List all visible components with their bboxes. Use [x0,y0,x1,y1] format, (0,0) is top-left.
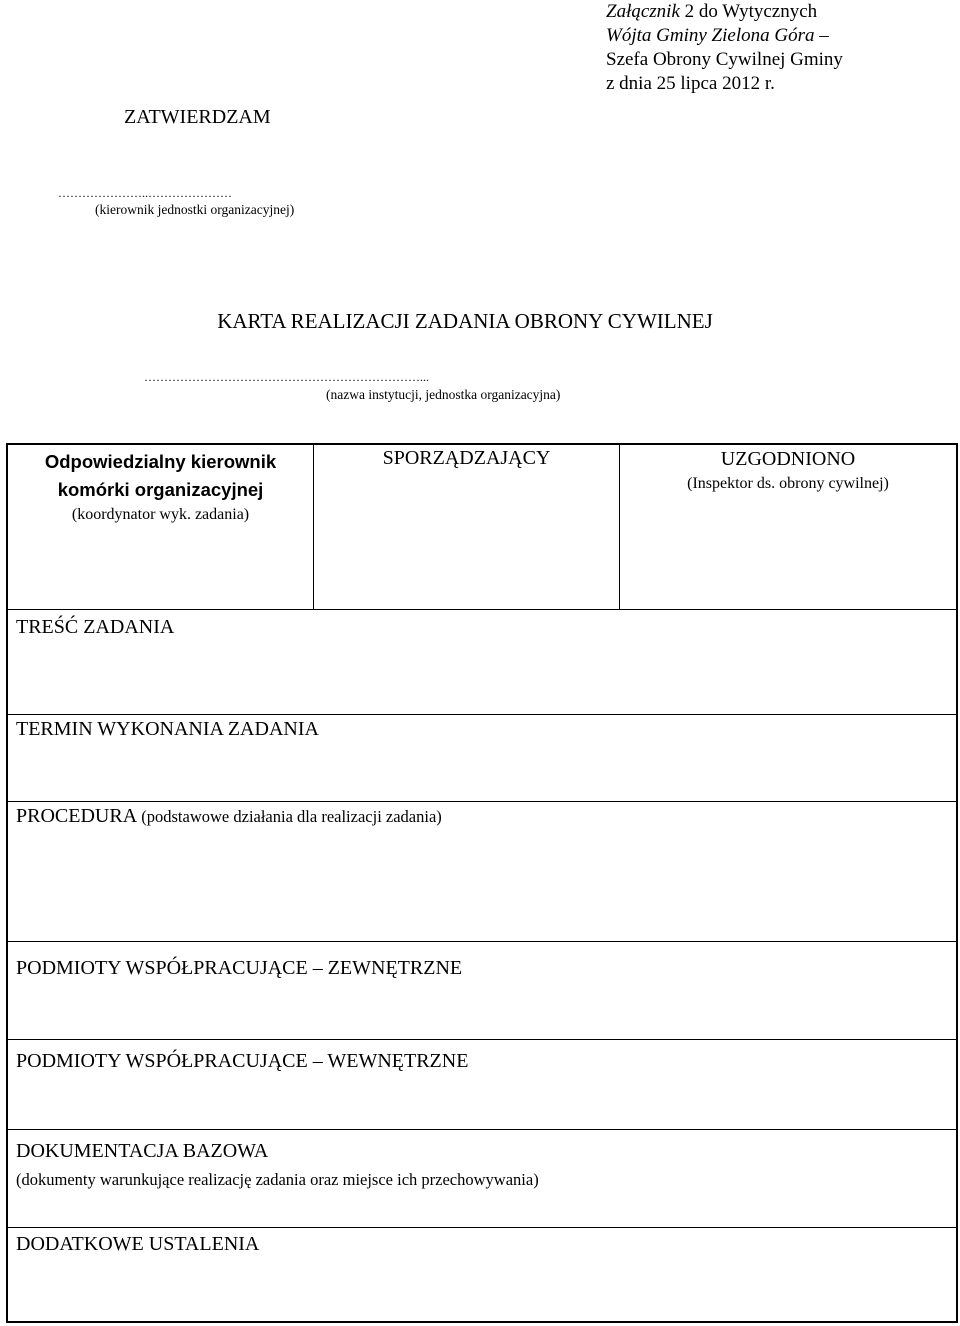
approval-caption: (kierownik jednostki organizacyjnej) [95,202,295,217]
attachment-word: Załącznik [606,1,680,22]
responsible-manager-line-1: Odpowiedzialny kierownik [44,451,277,472]
attachment-number: 2 do Wytycznych [679,1,818,22]
procedure-subtitle: (podstawowe działania dla realizacji zadania) [137,807,442,826]
coordinator-caption: (koordynator wyk. zadania) [71,506,250,523]
base-documentation-caption: (dokumenty warunkujące realizację zadania oraz miejsce ich przechowywania) [16,1170,539,1189]
prepared-by-cell[interactable] [314,445,620,610]
inspector-caption: (Inspektor ds. obrony cywilnej) [687,475,889,492]
responsible-manager-cell[interactable] [8,445,314,610]
internal-partners-row[interactable] [8,1040,956,1130]
institution-line: ……………………………………………………………... [144,370,429,384]
external-partners-label: PODMIOTY WSPÓŁPRACUJĄCE – ZEWNĘTRZNE [16,957,463,979]
prepared-by-title: SPORZĄDZAJĄCY [382,447,551,469]
attachment-line-4: z dnia 25 lipca 2012 r. [606,73,775,94]
procedure-label [16,805,442,828]
attachment-line-3: Szefa Obrony Cywilnej Gminy [606,49,843,70]
approved-title: UZGODNIONO [720,448,856,470]
attachment-line-2: Wójta Gminy Zielona Góra – [606,25,829,46]
approval-label: ZATWIERDZAM [124,106,271,128]
base-documentation-label: DOKUMENTACJA BAZOWA [16,1140,269,1162]
task-card-form [6,443,958,1323]
header-row [8,445,956,610]
procedure-row[interactable] [8,802,956,942]
deadline-row[interactable] [8,715,956,802]
attachment-line-1 [606,0,843,24]
task-content-row[interactable] [8,610,956,715]
deadline-label: TERMIN WYKONANIA ZADANIA [16,718,319,740]
document-title: KARTA REALIZACJI ZADANIA OBRONY CYWILNEJ [217,309,713,333]
external-partners-row[interactable] [8,942,956,1040]
responsible-manager-line-2: komórki organizacyjnej [57,479,264,500]
additional-arrangements-label: DODATKOWE USTALENIA [16,1233,260,1255]
task-content-label: TREŚĆ ZADANIA [16,616,175,638]
procedure-title: PROCEDURA [16,805,138,827]
additional-arrangements-row[interactable] [8,1228,956,1323]
internal-partners-label: PODMIOTY WSPÓŁPRACUJĄCE – WEWNĘTRZNE [16,1050,469,1072]
attachment-note [606,0,843,96]
base-documentation-row[interactable] [8,1130,956,1228]
approved-cell[interactable] [620,445,956,610]
institution-caption: (nazwa instytucji, jednostka organizacyjna) [326,387,561,402]
approval-signature-line: …………………..………………… [58,186,232,200]
